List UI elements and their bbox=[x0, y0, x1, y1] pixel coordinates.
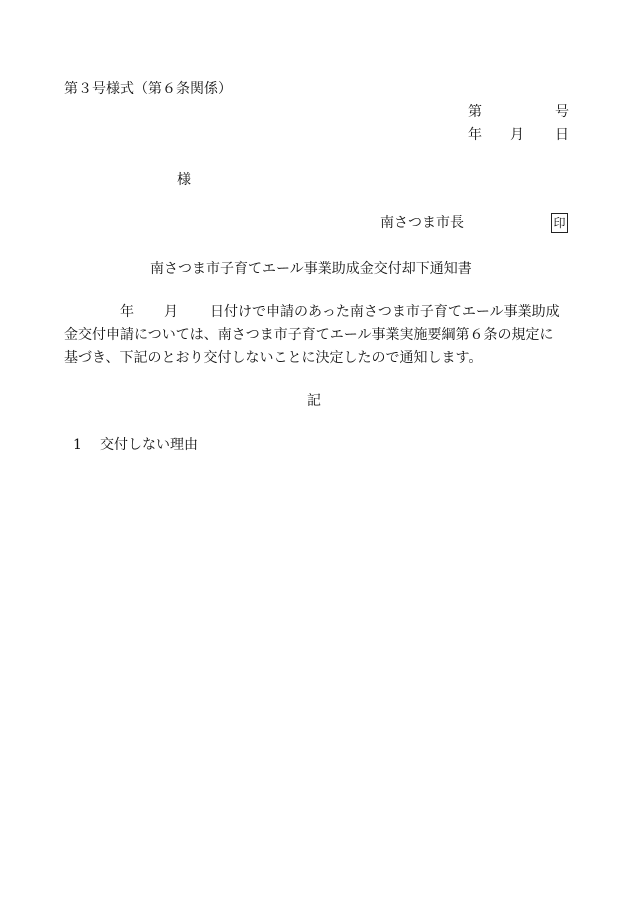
body-year-label: 年 bbox=[120, 304, 134, 320]
ki-heading: 記 bbox=[307, 393, 321, 409]
doc-number-prefix: 第 bbox=[468, 104, 482, 120]
issuer-name: 南さつま市長 bbox=[380, 215, 464, 231]
body-line-2: 金交付申請については、南さつま市子育てエール事業実施要綱第６条の規定に bbox=[64, 327, 554, 343]
date-day-label: 日 bbox=[555, 127, 569, 143]
document-title: 南さつま市子育てエール事業助成金交付却下通知書 bbox=[150, 261, 472, 277]
list-item-number: 1 bbox=[73, 437, 82, 453]
list-item-text: 交付しない理由 bbox=[100, 437, 198, 453]
body-month-label: 月 bbox=[164, 304, 178, 320]
addressee-honorific: 様 bbox=[177, 172, 191, 188]
doc-number-suffix: 号 bbox=[555, 104, 569, 120]
body-line-1 bbox=[64, 305, 570, 328]
date-month-label: 月 bbox=[510, 127, 524, 143]
list-item bbox=[73, 438, 198, 452]
seal-stamp-box: 印 bbox=[551, 213, 568, 233]
body-line-1-text: 日付けで申請のあった南さつま市子育てエール事業助成 bbox=[210, 304, 560, 320]
body-line-3: 基づき、下記のとおり交付しないことに決定したので通知します。 bbox=[64, 350, 483, 366]
form-label: 第３号様式（第６条関係） bbox=[64, 81, 232, 97]
body-paragraph bbox=[64, 305, 570, 374]
date-year-label: 年 bbox=[468, 127, 482, 143]
